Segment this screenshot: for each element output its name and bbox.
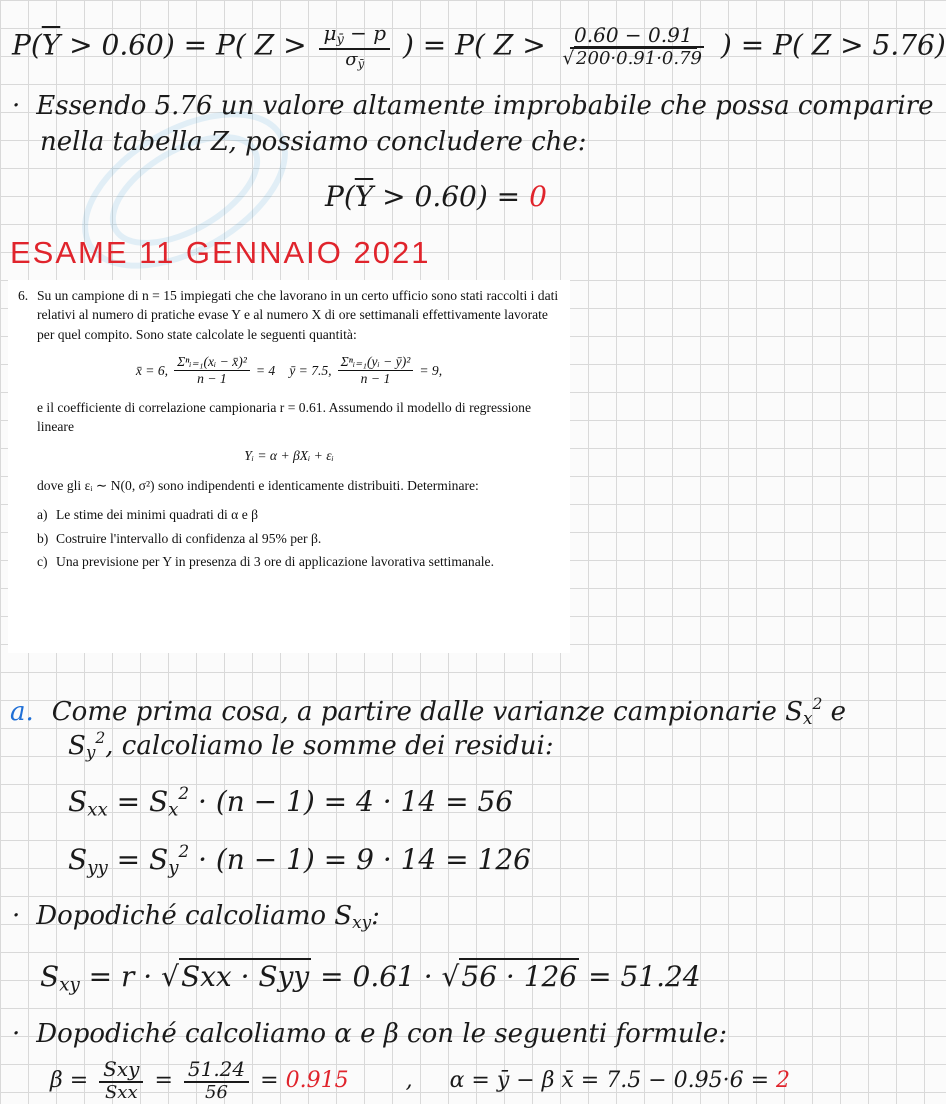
frac-beta-values: $\frac{51.24}{56}$ (184, 1058, 249, 1104)
exam-items (18, 505, 560, 571)
answer-a-line1: a. Come prima cosa, a partire dalle varianze campionarie $S_x^2$ e (10, 695, 847, 729)
syy-formula: $S_{yy} = S_y^2 \cdot (n - 1) = 9 \cdot 14 = 126$ (68, 841, 531, 879)
exam-intro: 6. Su un campione di n = 15 impiegati che che lavorano in un certo ufficio sono stati raccolti i dati relativi al numero di pratiche evase Y e al numero X di ore settimanali effettivamente lavorate per quel compito. Sono state calcolate le seguenti quantità: (18, 288, 559, 342)
answer-a-line2: $S_y^2$, calcoliamo le somme dei residui: (68, 729, 554, 763)
top-formula: $P(\overline{Y} > 0.60) = P$( Z > $\frac{\mu_ȳ - p}{\sigma_ȳ}$ ) = P( Z > $\frac{0.60 - 0.91}{√ 200\cdot 0.91\cdot 0.79}$ ) = P( Z > 5.76) (12, 21, 946, 72)
exam-heading: ESAME 11 GENNAIO 2021 (10, 235, 431, 270)
exam-correlation: e il coefficiente di correlazione campionaria r = 0.61. Assumendo il modello di regressione lineare (37, 399, 531, 434)
note-alpha-beta: · Dopodiché calcoliamo α e β con le seguenti formule: (12, 1019, 728, 1049)
exam-item-b: b) Costruire l'intervallo di confidenza al 95% per β. (37, 530, 322, 546)
beta-alpha-formula: β = $\frac{\text{Sxy}}{\text{Sxx}}$ = $\frac{51.24}{56}$ = 0.915 , α = ȳ − β x̄ = 7.5 − 0.95·6 = 2 (50, 1057, 791, 1103)
exam-exercise (8, 280, 570, 653)
exam-item-c: c) Una previsione per Y in presenza di 3 ore di applicazione lavorativa settimanale. (37, 554, 494, 569)
frac-z-standardize: $\frac{\mu_ȳ - p}{\sigma_ȳ}$ (319, 22, 390, 72)
exam-errors: dove gli εᵢ ∼ N(0, σ²) sono indipendenti e identicamente distribuiti. Determinare: (37, 478, 479, 494)
exam-model: Yᵢ = α + βXᵢ + εᵢ (244, 448, 334, 464)
exam-item-a: a) Le stime dei minimi quadrati di α e β (37, 507, 259, 523)
frac-beta: $\frac{\text{Sxy}}{\text{Sxx}}$ (99, 1058, 143, 1104)
probability-result: $P(\overline{Y} > 0.60) = 0$ (325, 180, 547, 213)
note-improbable: · Essendo 5.76 un valore altamente improbabile che possa comparire (12, 91, 934, 121)
note-improbable-line2: nella tabella Z, possiamo concludere che: (40, 127, 587, 157)
sxy-formula: $S_{xy} = r \cdot √Sxx$ · Syy = 0.61 · √56 · 126 = 51.24 (40, 960, 701, 996)
note-sxy: · Dopodiché calcoliamo $S_{xy}$: (12, 901, 380, 933)
sxx-formula: $S_{xx} = S_x^2 \cdot (n - 1) = 4 \cdot 14 = 56$ (68, 783, 514, 821)
frac-z-value: $\frac{0.60 - 0.91}{√ 200\cdot 0.91\cdot 0.79}$ (562, 22, 703, 69)
exam-stats: x̄ = 6, $\frac{\text{Σⁿᵢ₌₁(xᵢ − x̄)²}}{n - 1}$ = 4 ȳ = 7.5, $\frac{\text{Σⁿᵢ₌₁(yᵢ − ȳ)²}}{n - 1}$ = 9, (135, 353, 443, 387)
